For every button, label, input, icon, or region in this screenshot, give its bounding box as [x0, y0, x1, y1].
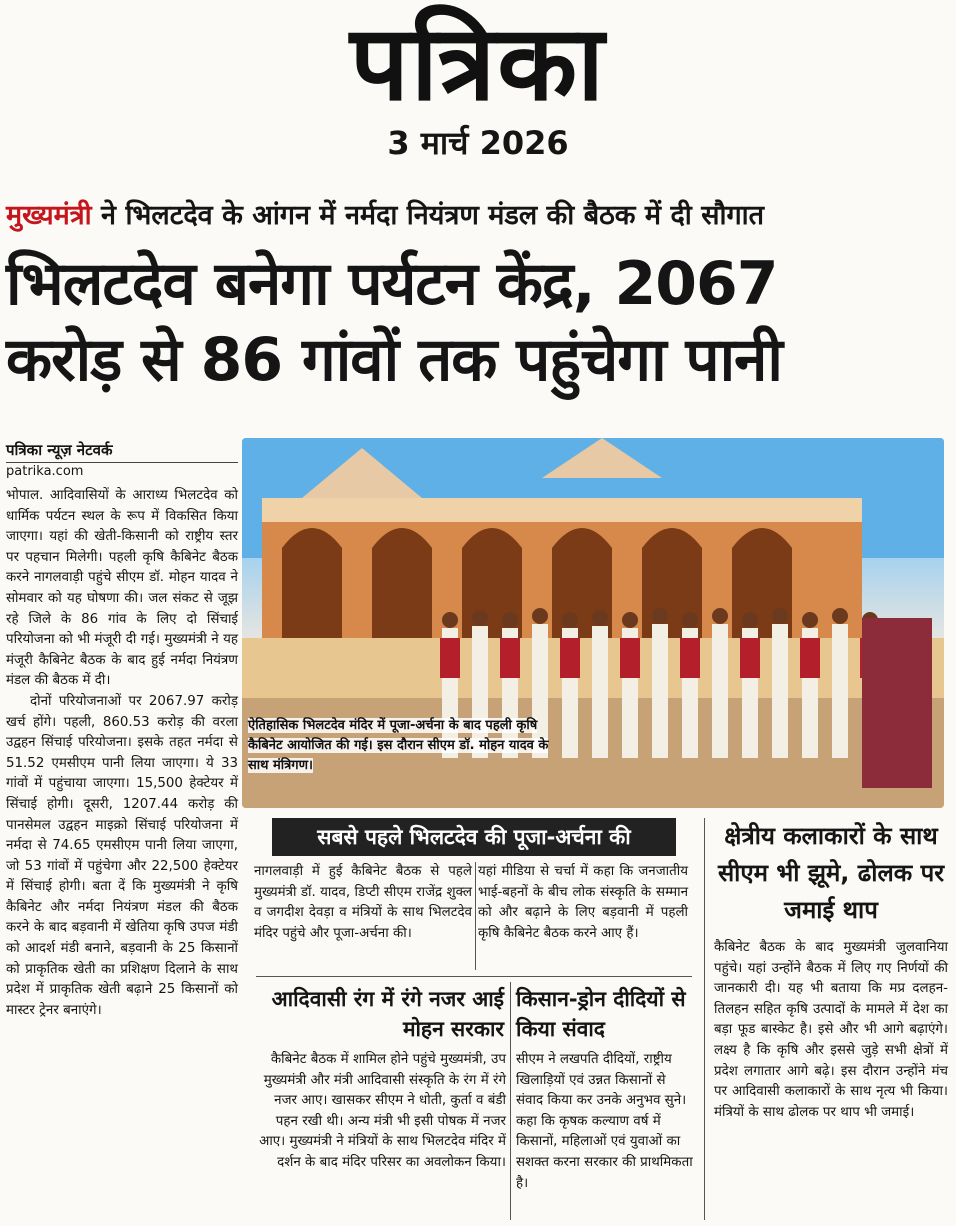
lead-paragraph-1: भोपाल. आदिवासियों के आराध्य भिलटदेव को धार्मिक पर्यटन स्थल के रूप में विकसित किया जाएगा। यहां की खेती-किसानी को राष्ट्रीय स्तर पर पहचान मिलेगी। पहली कृषि कैबिनेट बैठक करने नागलवाड़ी पहुंचे सीएम डॉ. मोहन यादव ने सोमवार को यह घोषणा की। जल संकट से जूझ रहे जिले के 86 गांव के लिए दो सिंचाई परियोजना को भी मंजूरी दी गई। मुख्यमंत्री ने यह मंजूरी कैबिनेट बैठक के बाद हुई नर्मदा नियंत्रण मंडल की बैठक में दी।: [6, 488, 238, 689]
newspaper-logo: पत्रिका: [349, 1, 607, 124]
column-divider: [704, 818, 705, 1220]
edition-date: 3 मार्च 2026: [387, 124, 569, 162]
masthead: [0, 0, 956, 175]
lead-paragraph-2: दोनों परियोजनाओं पर 2067.97 करोड़ खर्च होंगे। पहली, 860.53 करोड़ की वरला उद्वहन सिंचाई परियोजना। इसके तहत नर्मदा से 51.52 एमसीएम पानी लिया जाएगा। ये 33 गांवों में पहुंचाया जाएगा। 15,500 हेक्टेयर में सिंचाई होगी। दूसरी, 1207.44 करोड़ की पानसेमल उद्वहन माइक्रो सिंचाई परियोजना में नर्मदा से 74.65 एमसीएम पानी लिया जाएगा, जो 53 गांवों में पहुंचेगा और 22,500 हेक्टेयर में सिंचाई होगी। बता दें कि मुख्यमंत्री ने कृषि कैबिनेट और नर्मदा नियंत्रण मंडल की बैठक करने के बाद बड़वानी में खेतिया कृषि उपज मंडी को आदर्श मंडी बनाने, बड़वानी के 25 किसानों को प्राकृतिक खेती का प्रशिक्षण दिलाने के साथ प्रदेश में प्राकृतिक खेती बढ़ाने 25 किसानों को मास्टर ट्रेनर बनाएंगे।: [6, 693, 238, 1018]
story1-title: सबसे पहले भिलटदेव की पूजा-अर्चना की: [272, 818, 676, 856]
kicker-text: ने भिलटदेव के आंगन में नर्मदा नियंत्रण मंडल की बैठक में दी सौगात: [91, 200, 765, 231]
kicker: [6, 196, 950, 236]
story2-body: कैबिनेट बैठक में शामिल होने पहुंचे मुख्यमंत्री, उप मुख्यमंत्री और मंत्री आदिवासी संस्कृति के रंग में रंगे नजर आए। खासकर सीएम ने धोती, कुर्ता व बंडी पहन रखी थी। अन्य मंत्री भी इसी पोषक में नजर आए। मुख्यमंत्री ने मंत्रियों के साथ भिलटदेव मंदिर में दर्शन के बाद मंदिर परिसर का अवलोकन किया।: [259, 1052, 506, 1170]
story4-title: क्षेत्रीय कलाकारों के साथ सीएम भी झूमे, ढोलक पर जमाई थाप: [717, 822, 945, 924]
headline: [6, 246, 950, 398]
story1-right-text: यहां मीडिया से चर्चा में कहा कि जनजातीय भाई-बहनों के बीच लोक संस्कृति के सम्मान को और बढ़ाने के लिए बड़वानी में पहली कृषि कैबिनेट बैठक करने आए हैं।: [478, 864, 688, 941]
lead-story: [6, 486, 238, 1021]
story1-left-text: नागलवाड़ी में हुई कैबिनेट बैठक से पहले मुख्यमंत्री डॉ. यादव, डिप्टी सीएम राजेंद्र शुक्ल व जगदीश देवड़ा व मंत्रियों के साथ भिलटदेव मंदिर पहुंचे और पूजा-अर्चना की।: [254, 864, 472, 941]
byline: [6, 440, 238, 481]
byline-agency: पत्रिका न्यूज़ नेटवर्क: [6, 440, 238, 463]
column-divider: [510, 982, 511, 1220]
story3-title: किसान-ड्रोन दीदियों से किया संवाद: [516, 987, 686, 1041]
story4-body: कैबिनेट बैठक के बाद मुख्यमंत्री जुलवानिया पहुंचे। यहां उन्होंने बैठक में लिए गए निर्णयों की जानकारी दी। यह भी बताया कि मप्र दलहन-तिलहन सहित कृषि उत्पादों के मामले में देश का बड़ा फूड बास्केट है। इसे और भी आगे बढ़ाएंगे। लक्ष्य है कि कृषि और इससे जुड़े सभी क्षेत्रों में प्रदेश लगातार आगे बढ़े। इस दौरान उन्होंने मंच पर आदिवासी कलाकारों के साथ नृत्य भी किया। मंत्रियों के साथ ढोलक पर थाप भी जमाई।: [714, 940, 948, 1120]
column-divider: [475, 862, 476, 970]
story2-title: आदिवासी रंग में रंगे नजर आई मोहन सरकार: [271, 987, 504, 1041]
kicker-highlight: मुख्यमंत्री: [6, 200, 92, 231]
story3-body: सीएम ने लखपति दीदियों, राष्ट्रीय खिलाड़ियों एवं उन्नत किसानों से संवाद किया कर उनके अनुभव सुने। कहा कि कृषक कल्याण वर्ष में किसानों, महिलाओं एवं युवाओं का सशक्त करना सरकार की प्राथमिकता है।: [516, 1052, 693, 1191]
headline-line-1: भिलटदेव बनेगा पर्यटन केंद्र, 2067: [6, 249, 778, 319]
photo-caption: ऐतिहासिक भिलटदेव मंदिर में पूजा-अर्चना के बाद पहली कृषि कैबिनेट आयोजित की गई। इस दौरान सीएम डॉ. मोहन यादव के साथ मंत्रिगण।: [248, 718, 549, 773]
headline-line-2: करोड़ से 86 गांवों तक पहुंचेगा पानी: [6, 325, 782, 395]
byline-site: patrika.com: [6, 464, 84, 479]
section-divider: [256, 976, 692, 977]
